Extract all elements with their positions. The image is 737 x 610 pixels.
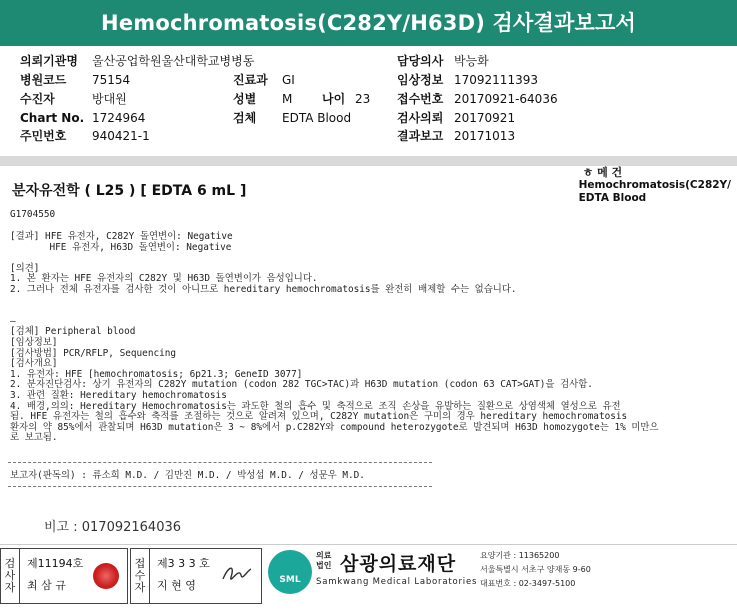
report-line: 2. 그러나 전체 유전자를 검사한 것이 아니므로 hereditary hemochromatosis를 완전히 배제할 수는 없습니다. — [10, 284, 517, 295]
value-test-request: 20170921 — [454, 111, 516, 125]
value-sex: M — [282, 92, 293, 106]
reporter-rule-top — [8, 462, 432, 463]
receiver-license: 제3 3 3 호 — [157, 557, 210, 570]
sml-logo-icon: SML — [268, 550, 312, 594]
label-test-request: 검사의뢰 — [397, 111, 444, 125]
examiner-license: 제11194호 — [27, 557, 84, 570]
report-line: 4. 배경,의의: Hereditary Hemochromatosis는 과도한 철의 흡수 및 축적으로 조직 손상을 유발하는 질환으로 상염색체 열성으로 유전 — [10, 400, 621, 412]
examiner-box — [0, 548, 128, 604]
label-hospital-code: 병원코드 — [20, 73, 67, 87]
stamp-top: ㅎ 메 건 — [582, 166, 623, 179]
main-phone: 대표번호 : 02-3497-5100 — [480, 579, 576, 588]
section-divider — [0, 156, 737, 166]
brand-prefix-line2: 법인 — [316, 561, 332, 570]
value-receipt-number: 20170921-64036 — [454, 92, 558, 106]
brand-name-en: Samkwang Medical Laboratories — [316, 577, 478, 587]
label-sex: 성별 — [233, 92, 257, 106]
brand-prefix-line1: 의료 — [316, 551, 332, 560]
label-resident-number: 주민번호 — [20, 129, 67, 143]
report-line: [임상정보] — [10, 337, 58, 348]
brand-name: 삼광의료재단 — [340, 553, 457, 575]
report-stamp — [579, 166, 731, 205]
report-line: — — [10, 315, 16, 327]
label-specimen: 검체 — [233, 111, 257, 125]
value-result-report: 20171013 — [454, 129, 516, 143]
examiner-name: 최 삼 규 — [27, 579, 66, 592]
value-physician: 박능화 — [454, 54, 489, 68]
report-line: 환자의 약 85%에서 관찰되며 H63D mutation은 3 ~ 8%에서 p.C282Y와 compound heterozygote로 발견되며 H63D homozygote는 1% 미만으 — [10, 421, 659, 433]
footer — [0, 544, 737, 607]
value-requesting-institution: 울산공업학원울산대학교병병동 — [92, 54, 255, 68]
label-department: 진료과 — [233, 73, 268, 87]
label-receipt-number: 접수번호 — [397, 92, 444, 106]
report-line: 됨. HFE 유전자는 철의 흡수와 축적를 조절하는 것으로 알려져 있으며, C282Y mutation은 구미의 경우 hereditary hemochromatosis — [10, 411, 628, 423]
stamp-line2: EDTA Blood — [578, 192, 647, 204]
label-chart-no: Chart No. — [20, 111, 85, 125]
label-requesting-institution: 의뢰기관명 — [20, 54, 78, 68]
report-title-banner: Hemochromatosis(C282Y/H63D) 검사결과보고서 — [0, 0, 737, 46]
receiver-name: 지 현 영 — [157, 579, 196, 592]
institution-code: 요양기관 : 11365200 — [480, 551, 560, 560]
reporter-rule-bottom — [8, 486, 432, 487]
report-line: [의견] — [10, 262, 40, 274]
value-resident-number: 940421-1 — [92, 129, 150, 143]
receiver-box — [130, 548, 262, 604]
label-patient: 수진자 — [20, 92, 55, 106]
label-physician: 담당의사 — [397, 54, 444, 68]
value-clinical-info: 17092111393 — [454, 73, 538, 87]
value-department: GI — [282, 73, 295, 87]
value-age: 23 — [355, 92, 371, 106]
seal-stamp-icon — [93, 563, 119, 589]
patient-info-panel — [0, 46, 737, 156]
report-line: 2. 분자진단검사: 상기 유전자의 C282Y mutation (codon 282 TGC>TAC)과 H63D mutation (codon 63 CAT>GAT)을 검사함. — [10, 379, 593, 391]
value-patient: 방대원 — [92, 92, 127, 106]
label-clinical-info: 임상정보 — [397, 73, 444, 87]
brand-prefix — [316, 551, 331, 571]
report-line: HFE 유전자, H63D 돌연변이: Negative — [10, 241, 232, 253]
report-body — [0, 166, 737, 544]
report-line: [검사방법] PCR/RFLP, Sequencing — [10, 347, 177, 359]
report-section-title: 분자유전학 ( L25 ) [ EDTA 6 mL ] — [12, 183, 247, 199]
examiner-label: 검 사 자 — [1, 549, 20, 603]
signature-icon — [219, 561, 255, 589]
value-hospital-code: 75154 — [92, 73, 131, 87]
reference-note: 비고 : 017092164036 — [44, 520, 182, 535]
receiver-label: 접 수 자 — [131, 549, 150, 603]
report-line: [검체] Peripheral blood — [10, 326, 136, 338]
report-line: [결과] HFE 유전자, C282Y 돌연변이: Negative — [10, 231, 233, 242]
label-result-report: 결과보고 — [397, 129, 444, 143]
report-line: 1. 유전자: HFE [hemochromatosis; 6p21.3; GeneID 3077] — [10, 368, 303, 380]
stamp-line1: Hemochromatosis(C282Y/ — [578, 179, 731, 191]
value-chart-no: 1724964 — [92, 111, 146, 125]
report-line: 3. 관련 질환: Hereditary hemochromatosis — [10, 390, 227, 401]
address: 서울특별시 서초구 양재동 9-60 — [480, 565, 591, 574]
label-age: 나이 — [322, 92, 346, 106]
report-line: [검사개요] — [10, 358, 58, 370]
report-line: 로 보고됨. — [10, 432, 58, 444]
report-line: 1. 본 환자는 HFE 유전자의 C282Y 및 H63D 돌연변이가 음성입니다. — [10, 273, 318, 285]
specimen-code: G1704550 — [10, 209, 56, 220]
reporter-line: 보고자(판독의) : 류소희 M.D. / 김만진 M.D. / 박성섭 M.D. / 성문우 M.D. — [10, 470, 365, 481]
value-specimen: EDTA Blood — [282, 111, 352, 125]
